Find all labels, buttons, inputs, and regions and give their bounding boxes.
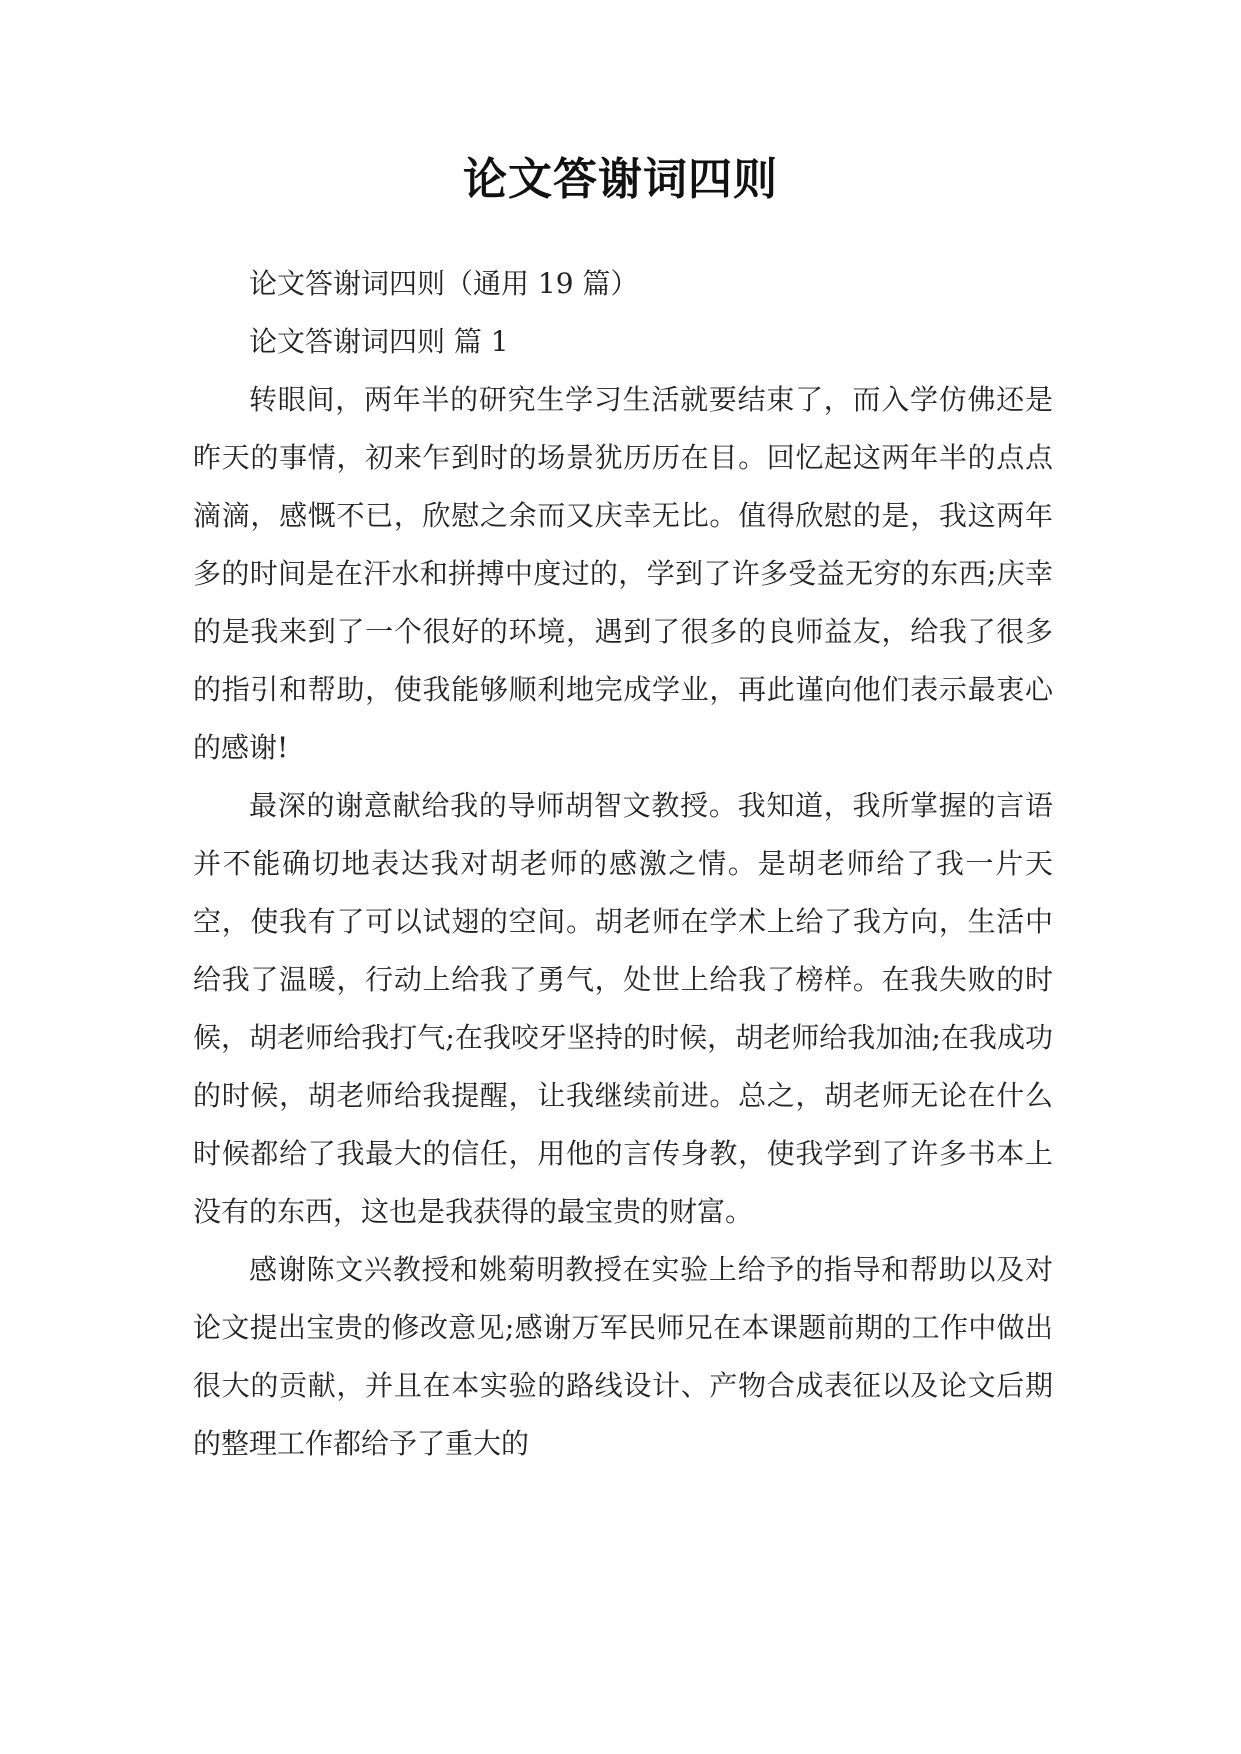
document-body xyxy=(193,255,1053,1473)
paragraph: 感谢陈文兴教授和姚菊明教授在实验上给予的指导和帮助以及对论文提出宝贵的修改意见;感谢万军民师兄在本课题前期的工作中做出很大的贡献，并且在本实验的路线设计、产物合成表征以及论文后期的整理工作都给予了重大的 xyxy=(193,1253,1053,1460)
document-subtitle: 论文答谢词四则（通用 19 篇） xyxy=(249,267,639,300)
section-heading: 论文答谢词四则 篇 1 xyxy=(249,325,509,358)
paragraph: 最深的谢意献给我的导师胡智文教授。我知道，我所掌握的言语并不能确切地表达我对胡老师的感激之情。是胡老师给了我一片天空，使我有了可以试翅的空间。胡老师在学术上给了我方向，生活中给我了温暖，行动上给我了勇气，处世上给我了榜样。在我失败的时候，胡老师给我打气;在我咬牙坚持的时候，胡老师给我加油;在我成功的时候，胡老师给我提醒，让我继续前进。总之，胡老师无论在什么时候都给了我最大的信任，用他的言传身教，使我学到了许多书本上没有的东西，这也是我获得的最宝贵的财富。 xyxy=(193,789,1053,1228)
paragraph: 转眼间，两年半的研究生学习生活就要结束了，而入学仿佛还是昨天的事情，初来乍到时的场景犹历历在目。回忆起这两年半的点点滴滴，感慨不已，欣慰之余而又庆幸无比。值得欣慰的是，我这两年多的时间是在汗水和拼搏中度过的，学到了许多受益无穷的东西;庆幸的是我来到了一个很好的环境，遇到了很多的良师益友，给我了很多的指引和帮助，使我能够顺利地完成学业，再此谨向他们表示最衷心的感谢! xyxy=(193,383,1053,764)
document-title: 论文答谢词四则 xyxy=(463,154,778,205)
